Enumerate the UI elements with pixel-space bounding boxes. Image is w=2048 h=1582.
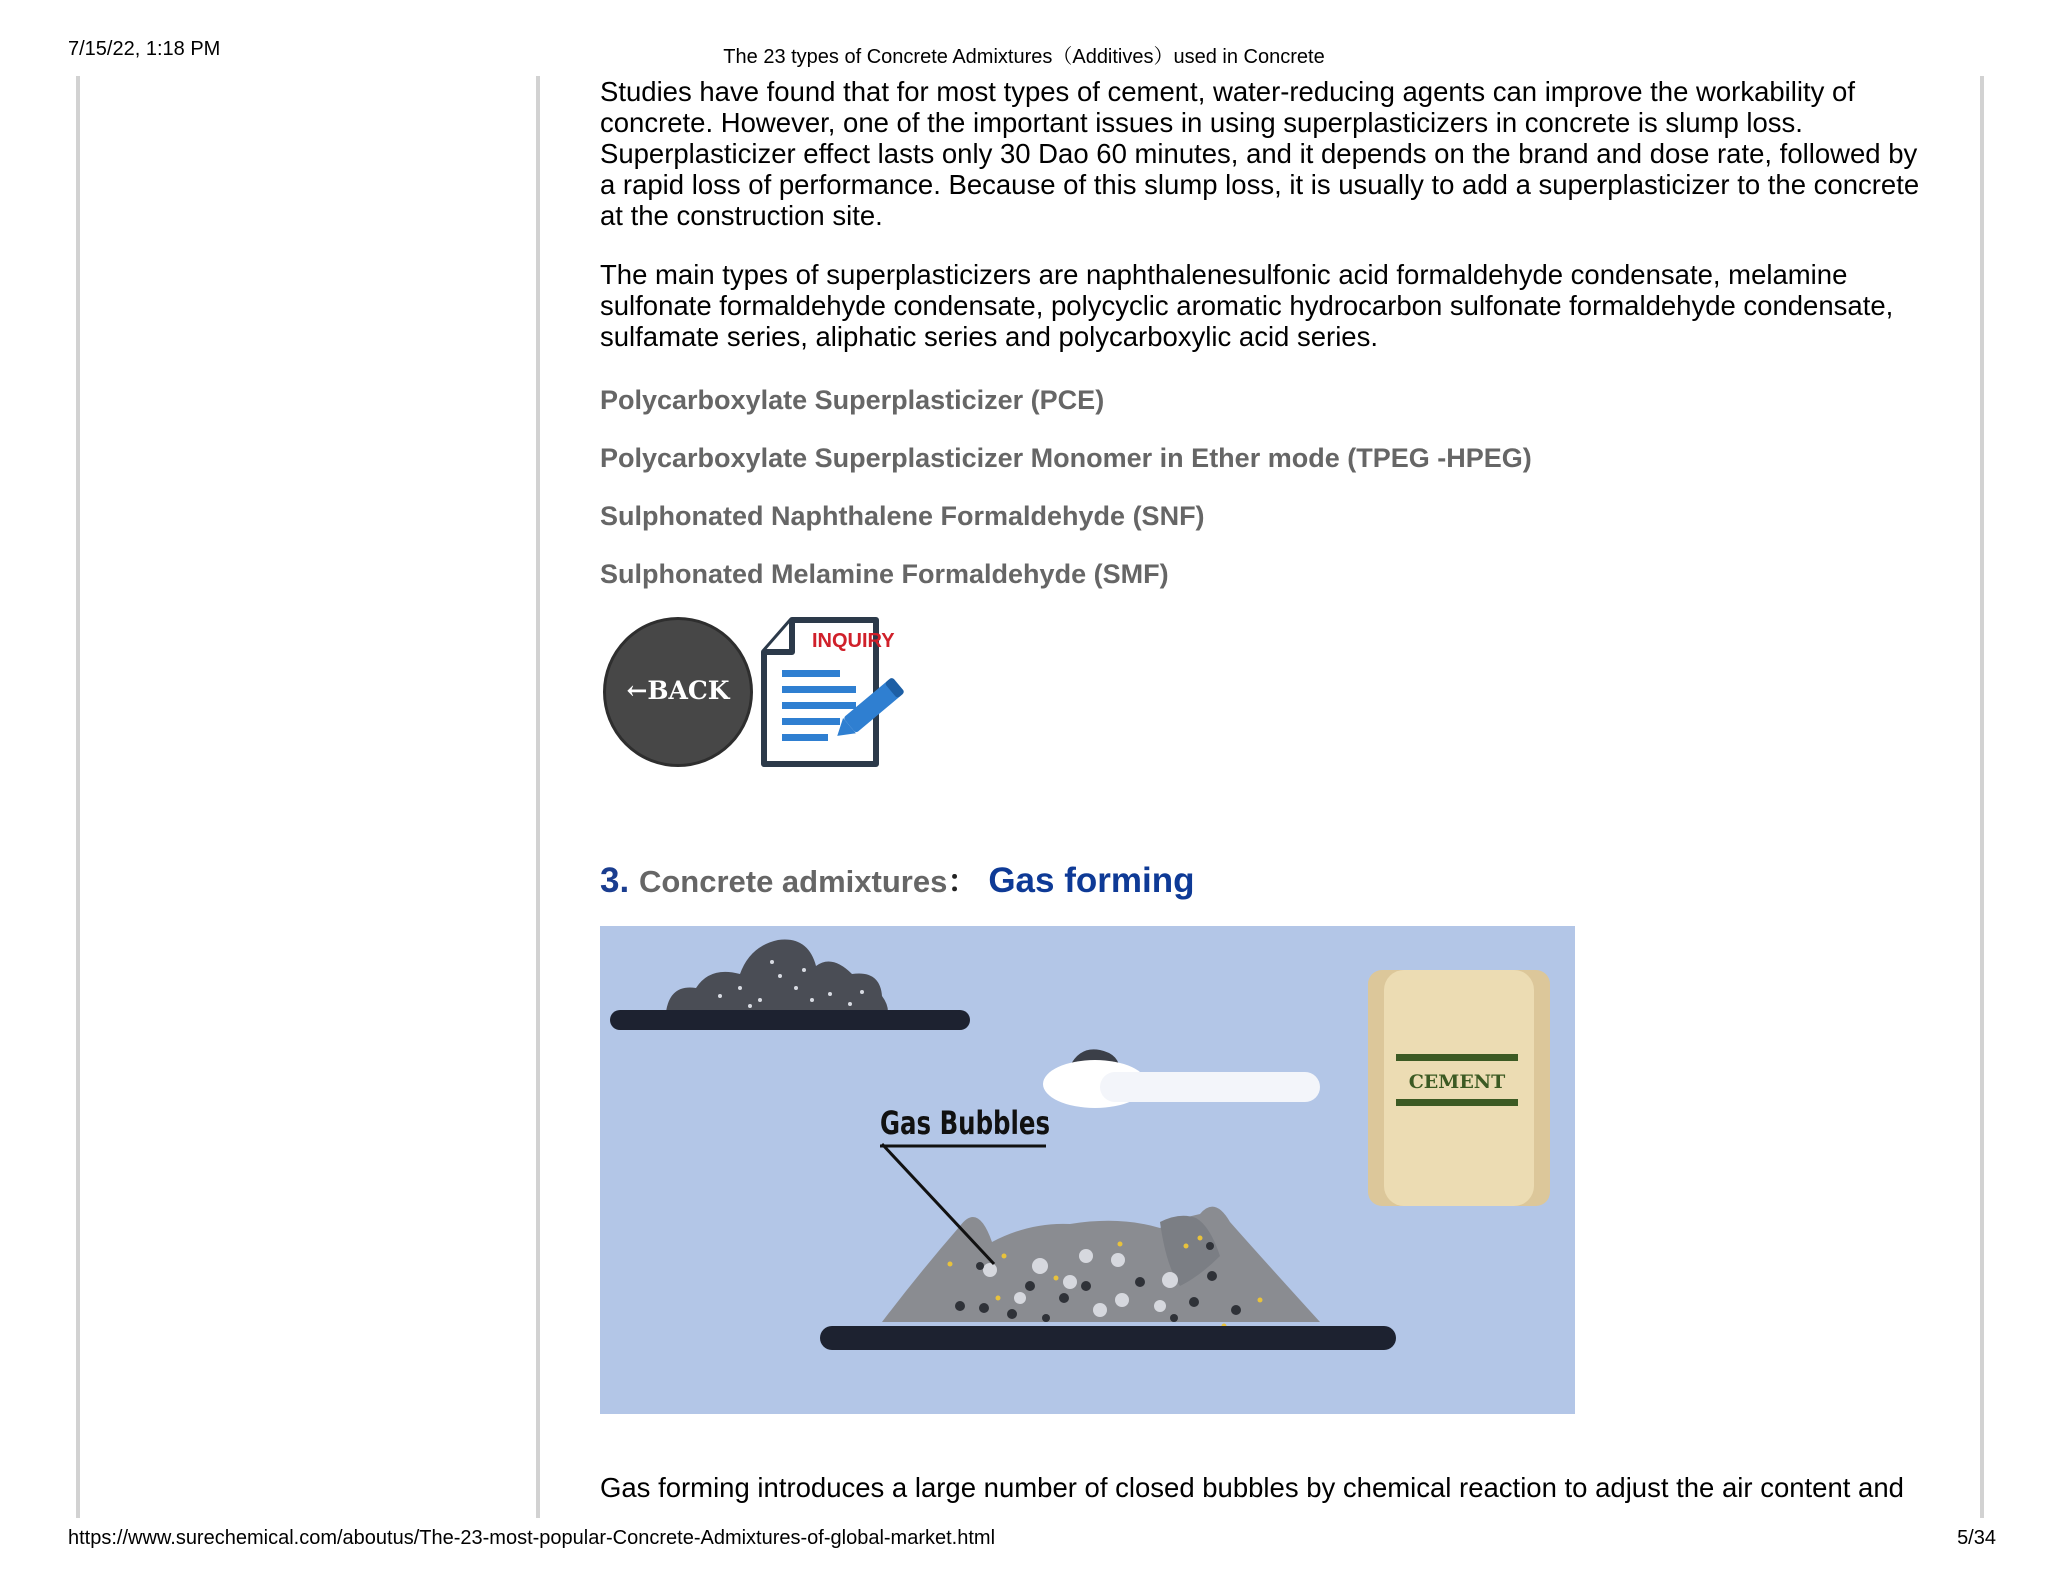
sp-type-pce: Polycarboxylate Superplasticizer (PCE): [600, 385, 1105, 415]
column-border-right: [1980, 76, 1984, 1518]
section-number: 3.: [600, 861, 630, 900]
section-heading-gas-forming: [600, 856, 1194, 901]
section-prefix: Concrete admixtures: [638, 864, 948, 899]
article-content: [600, 76, 1930, 612]
cement-bag-label: CEMENT: [1408, 1071, 1506, 1093]
print-page-title: The 23 types of Concrete Admixtures（Additives）used in Concrete: [723, 46, 1325, 68]
section-name: Gas forming: [988, 861, 1195, 900]
back-button-label: ←BACK: [626, 676, 730, 705]
paragraph-superplasticizer-types: The main types of superplasticizers are naphthalenesulfonic acid formaldehyde condensate, melamine sulfonate formaldehyde condensate, polycyclic aromatic hydrocarbon sulfonate formaldehyde condensate, sulfamate series, aliphatic series and polycarboxylic acid series.: [600, 259, 1894, 352]
inquiry-button-label: INQUIRY: [812, 630, 895, 652]
print-url: https://www.surechemical.com/aboutus/The-23-most-popular-Concrete-Admixtures-of-global-market.html: [68, 1527, 996, 1549]
print-datetime: 7/15/22, 1:18 PM: [68, 38, 221, 60]
column-border-sidebar: [536, 76, 540, 1518]
navigation-buttons: [600, 612, 920, 772]
paragraph-gas-forming: Gas forming introduces a large number of closed bubbles by chemical reaction to adjust the air content and: [600, 1472, 1904, 1503]
sp-type-snf: Sulphonated Naphthalene Formaldehyde (SNF): [600, 501, 1205, 531]
section-separator: ：: [947, 864, 979, 899]
paragraph-slump-loss: Studies have found that for most types of cement, water-reducing agents can improve the workability of concrete. However, one of the important issues in using superplasticizers in concrete is slump loss. Superplasticizer effect lasts only 30 Dao 60 minutes, and it depends on the brand and dose rate, followed by a rapid loss of performance. Because of this slump loss, it is usually to add a superplasticizer to the concrete at the construction site.: [600, 76, 1920, 231]
sp-type-tpeg-hpeg: Polycarboxylate Superplasticizer Monomer in Ether mode (TPEG -HPEG): [600, 443, 1532, 473]
print-page-number: 5/34: [1957, 1527, 1996, 1549]
sp-type-smf: Sulphonated Melamine Formaldehyde (SMF): [600, 559, 1169, 589]
column-border-left: [76, 76, 80, 1518]
gas-bubbles-label: Gas Bubbles: [880, 1104, 1050, 1142]
gas-forming-illustration: [600, 926, 1575, 1414]
back-button[interactable]: [603, 617, 753, 767]
gas-forming-illustration-image: [600, 926, 1575, 1414]
inquiry-button[interactable]: [760, 612, 920, 772]
